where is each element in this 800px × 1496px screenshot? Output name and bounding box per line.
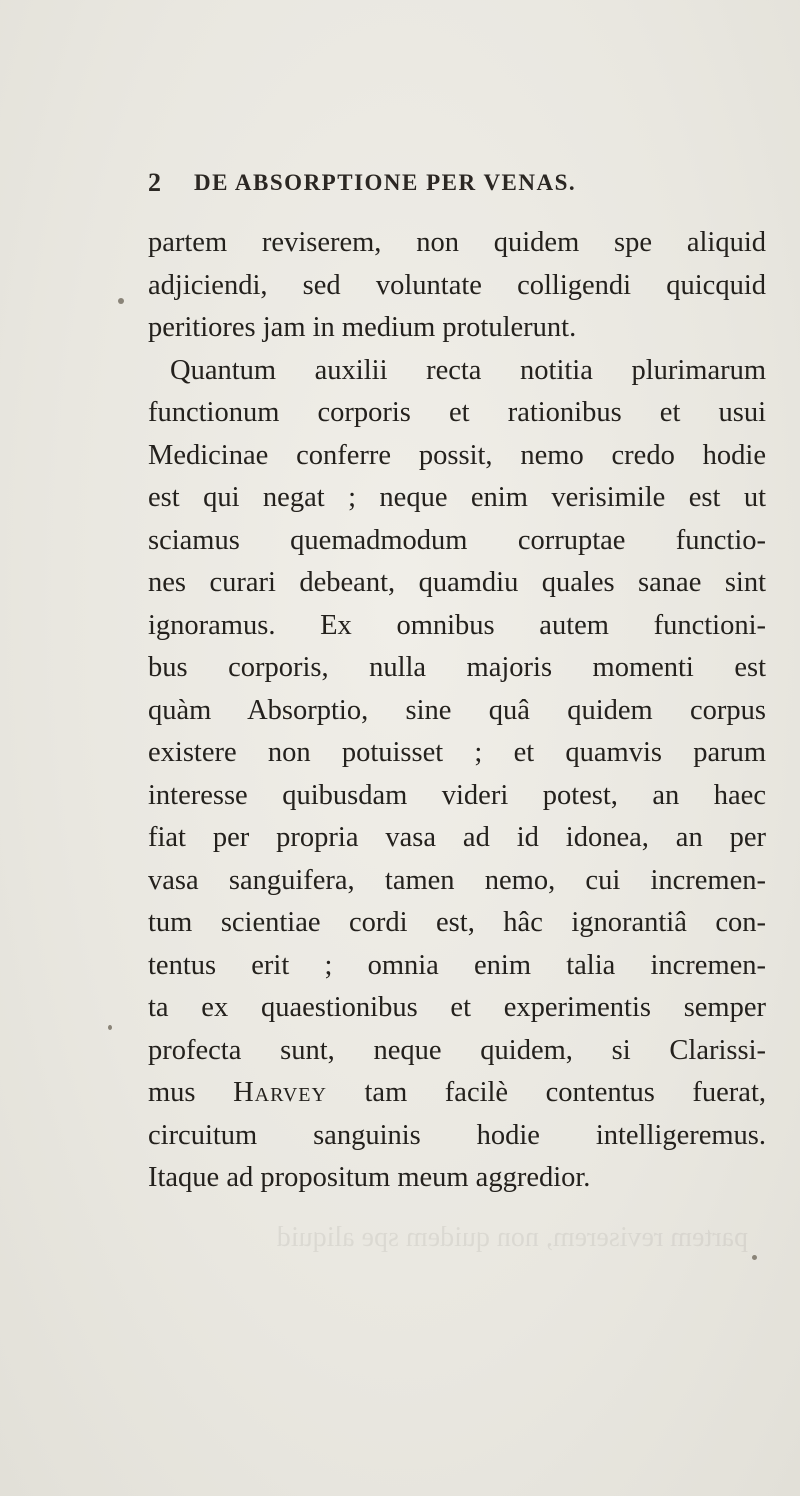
text-line: ta ex quaestionibus et experimentis semper	[148, 992, 766, 1023]
paper-speck	[108, 1025, 112, 1030]
text-line: nes curari debeant, quamdiu quales sanae sint	[148, 567, 766, 598]
body-paragraphs	[148, 222, 766, 1200]
text-line: Quantum auxilii recta notitia plurimarum	[170, 354, 766, 386]
text-line: peritiores jam in medium protulerunt.	[148, 312, 577, 343]
text-line: existere non potuisset ; et quamvis parum	[148, 737, 766, 768]
text-line: Itaque ad propositum meum aggredior.	[148, 1162, 591, 1193]
show-through-text: partem reviserem, non quidem spe aliquid	[276, 1222, 748, 1253]
text-line: bus corporis, nulla majoris momenti est	[148, 652, 766, 683]
text-line: tum scientiae cordi est, hâc ignorantiâ con-	[148, 907, 766, 938]
text-line: tentus erit ; omnia enim talia incremen-	[148, 949, 766, 981]
paper-speck	[118, 298, 124, 304]
text-fragment: mus	[148, 1077, 234, 1108]
text-line: est qui negat ; neque enim verisimile est ut	[148, 482, 766, 513]
text-fragment: tam facilè contentus fuerat,	[326, 1077, 766, 1108]
text-line: quàm Absorptio, sine quâ quidem corpus	[148, 694, 766, 726]
text-line: ignoramus. Ex omnibus autem functioni-	[148, 609, 766, 641]
text-line: functionum corporis et rationibus et usui	[148, 397, 766, 428]
page-number: 2	[148, 168, 161, 197]
text-line: Medicinae conferre possit, nemo credo hodie	[148, 439, 766, 471]
running-head-title: DE ABSORPTIONE PER VENAS.	[194, 170, 577, 195]
paper-speck	[752, 1255, 757, 1260]
text-line: sciamus quemadmodum corruptae functio-	[148, 524, 766, 556]
author-name-harvey: Harvey	[233, 1077, 327, 1108]
text-line: vasa sanguifera, tamen nemo, cui incremen-	[148, 864, 766, 896]
text-line: circuitum sanguinis hodie intelligeremus.	[148, 1119, 766, 1151]
text-line: adjiciendi, sed voluntate colligendi quicquid	[148, 269, 766, 301]
text-line	[148, 1072, 766, 1115]
text-line: profecta sunt, neque quidem, si Clarissi-	[148, 1034, 766, 1066]
text-line: interesse quibusdam videri potest, an haec	[148, 779, 766, 811]
running-head	[148, 168, 768, 204]
text-line: partem reviserem, non quidem spe aliquid	[148, 227, 766, 258]
text-line: fiat per propria vasa ad id idonea, an per	[148, 822, 766, 853]
